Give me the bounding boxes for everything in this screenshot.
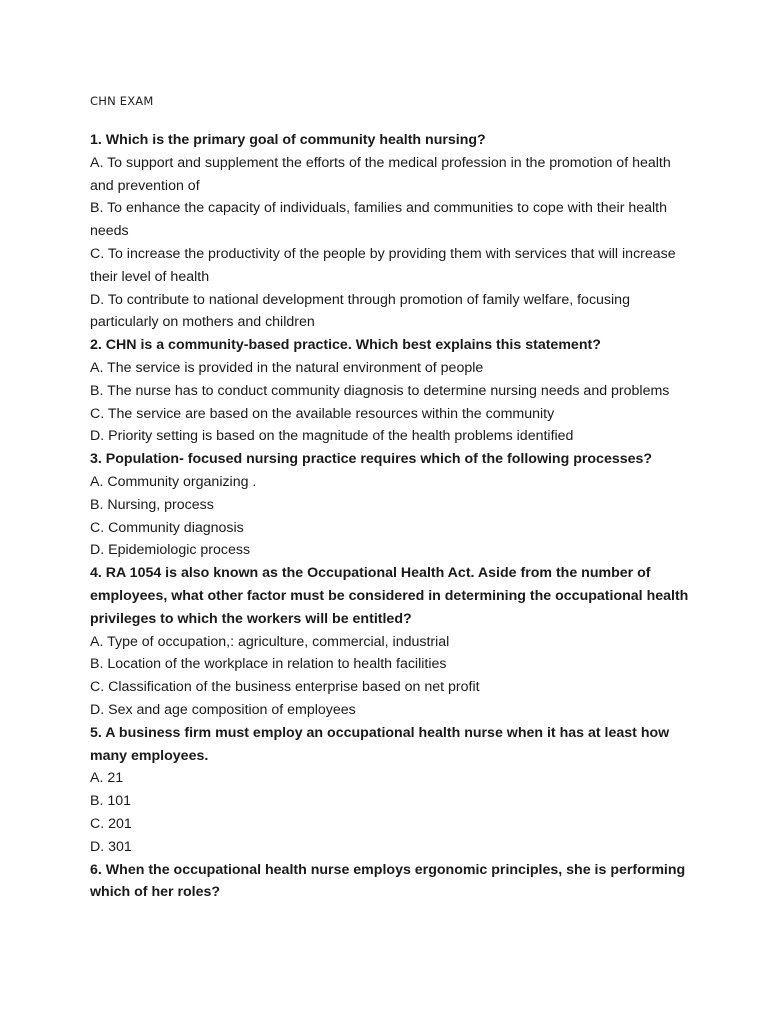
answer-option: B. Nursing, process — [90, 496, 214, 513]
answer-option: A. The service is provided in the natural environment of people — [90, 359, 484, 376]
answer-option: D. Priority setting is based on the magnitude of the health problems identified — [90, 428, 574, 445]
question-1 — [90, 129, 690, 334]
answer-option: B. 101 — [90, 793, 132, 810]
answer-option: B. The nurse has to conduct community diagnosis to determine nursing needs and problems — [90, 382, 670, 399]
answer-option: C. Classification of the business enterprise based on net profit — [90, 679, 480, 696]
question-text: 3. Population- focused nursing practice requires which of the following processes? — [90, 451, 653, 468]
answer-option: D. Epidemiologic process — [90, 542, 251, 559]
answer-option: D. To contribute to national development through promotion of family welfare, focusing particularly on mothers and children — [90, 291, 630, 331]
document-page — [90, 93, 690, 904]
answer-option: B. Location of the workplace in relation to health facilities — [90, 656, 447, 673]
question-text: 5. A business firm must employ an occupational health nurse when it has at least how many employees. — [90, 724, 670, 764]
answer-option: A. Type of occupation,: agriculture, commercial, industrial — [90, 633, 450, 650]
answer-option: D. 301 — [90, 838, 132, 855]
answer-option: A. 21 — [90, 770, 124, 787]
question-4 — [90, 562, 690, 722]
question-text: 1. Which is the primary goal of community health nursing? — [90, 132, 486, 148]
answer-option: A. To support and supplement the efforts of the medical profession in the promotion of health and prevention of — [90, 154, 671, 194]
answer-option: C. To increase the productivity of the people by providing them with services that will increase their level of health — [90, 245, 676, 285]
question-2 — [90, 334, 690, 448]
answer-option: D. Sex and age composition of employees — [90, 701, 356, 718]
question-6 — [90, 859, 690, 905]
answer-option: C. 201 — [90, 815, 132, 832]
answer-option: C. Community diagnosis — [90, 519, 244, 536]
question-text: 6. When the occupational health nurse employs ergonomic principles, she is performing which of her roles? — [90, 861, 686, 901]
answer-option: C. The service are based on the available resources within the community — [90, 405, 555, 422]
document-title: CHN EXAM — [90, 94, 154, 108]
answer-option: B. To enhance the capacity of individuals, families and communities to cope with their health needs — [90, 200, 668, 240]
question-5 — [90, 722, 690, 859]
question-3 — [90, 448, 690, 562]
question-text: 4. RA 1054 is also known as the Occupational Health Act. Aside from the number of employees, what other factor must be considered in determining the occupational health privileges to which the workers will be entitled? — [90, 565, 689, 627]
question-text: 2. CHN is a community-based practice. Which best explains this statement? — [90, 337, 601, 354]
answer-option: A. Community organizing . — [90, 473, 257, 490]
